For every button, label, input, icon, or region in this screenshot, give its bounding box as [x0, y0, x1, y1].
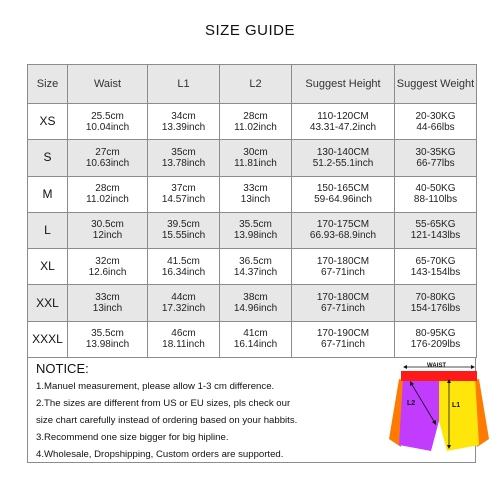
header-l2: L2: [220, 65, 292, 104]
waist-cell: [68, 249, 148, 285]
waist-primary-value: 33cm: [95, 292, 120, 304]
l2-secondary-value: 13.98inch: [233, 230, 278, 242]
waist-primary-value: 28cm: [95, 183, 120, 195]
weight-cell: [395, 176, 477, 212]
height-cell: [292, 321, 395, 357]
l2-secondary-value: 11.02inch: [234, 121, 277, 133]
table-row: [28, 285, 477, 321]
notice-line-5: 4.Wholesale, Dropshipping, Custom orders are supported.: [36, 449, 284, 460]
l1-cell: [148, 249, 220, 285]
l1-secondary-value: 17.32inch: [161, 303, 206, 315]
height-secondary-value: 66.93-68.9inch: [309, 230, 377, 242]
l1-primary-value: 46cm: [171, 328, 196, 340]
shorts-illustration: [385, 361, 493, 459]
page-title: SIZE GUIDE: [204, 22, 295, 39]
table-row: [28, 249, 477, 285]
l2-primary-value: 41cm: [243, 328, 268, 340]
weight-secondary-value: 44-66lbs: [416, 121, 455, 133]
l2-cell: [220, 249, 292, 285]
size-cell: M: [28, 176, 68, 212]
waist-secondary-value: 13.98inch: [85, 339, 130, 351]
waist-primary-value: 35.5cm: [91, 328, 124, 340]
header-suggest-height: Suggest Height: [292, 65, 395, 104]
height-secondary-value: 43.31-47.2inch: [309, 121, 377, 133]
l1-primary-value: 41.5cm: [167, 255, 200, 267]
shorts-diagram: [385, 361, 493, 459]
waist-secondary-value: 10.04inch: [85, 121, 130, 133]
table-header-row: [28, 65, 477, 104]
l1-cell: [148, 321, 220, 357]
l1-cell: [148, 140, 220, 176]
height-primary-value: 170-175CM: [316, 219, 370, 231]
header-suggest-weight: Suggest Weight: [395, 65, 477, 104]
height-secondary-value: 67-71inch: [321, 339, 365, 351]
weight-secondary-value: 88-110lbs: [413, 194, 458, 206]
waist-cell: [68, 212, 148, 248]
weight-secondary-value: 66-77lbs: [416, 157, 455, 169]
height-primary-value: 130-140CM: [316, 146, 370, 158]
waist-cell: [68, 104, 148, 140]
waist-label: WAIST: [427, 363, 446, 369]
l2-secondary-value: 14.37inch: [233, 266, 278, 278]
l1-secondary-value: 18.11inch: [162, 339, 205, 351]
header-waist: Waist: [68, 65, 148, 104]
l2-primary-value: 30cm: [243, 146, 268, 158]
l1-secondary-value: 14.57inch: [161, 194, 206, 206]
weight-primary-value: 55-65KG: [415, 219, 456, 231]
weight-primary-value: 65-70KG: [415, 255, 456, 267]
size-cell: XXL: [28, 285, 68, 321]
notice-title: NOTICE:: [36, 361, 89, 376]
waist-primary-value: 30.5cm: [91, 219, 124, 231]
height-cell: [292, 104, 395, 140]
l1-primary-value: 44cm: [171, 292, 196, 304]
l1-primary-value: 35cm: [171, 146, 196, 158]
l1-primary-value: 39.5cm: [167, 219, 200, 231]
table-row: [28, 104, 477, 140]
l1-secondary-value: 13.78inch: [161, 157, 206, 169]
l2-primary-value: 38cm: [243, 292, 268, 304]
size-cell: XS: [28, 104, 68, 140]
weight-primary-value: 30-35KG: [415, 146, 456, 158]
size-cell: L: [28, 212, 68, 248]
height-primary-value: 110-120CM: [317, 110, 369, 122]
size-cell: S: [28, 140, 68, 176]
notice-line-4: 3.Recommend one size bigger for big hipline.: [36, 432, 229, 443]
l2-secondary-value: 16.14inch: [233, 339, 278, 351]
waist-secondary-value: 12inch: [92, 230, 123, 242]
l2-primary-value: 33cm: [243, 183, 268, 195]
weight-secondary-value: 176-209lbs: [410, 339, 461, 351]
height-cell: [292, 249, 395, 285]
l2-cell: [220, 285, 292, 321]
height-cell: [292, 212, 395, 248]
l2-cell: [220, 321, 292, 357]
weight-cell: [395, 140, 477, 176]
l1-cell: [148, 212, 220, 248]
height-primary-value: 150-165CM: [316, 183, 370, 195]
l2-cell: [220, 176, 292, 212]
l1-secondary-value: 15.55inch: [161, 230, 206, 242]
notice-line-2: 2.The sizes are different from US or EU sizes, pls check our: [36, 398, 291, 409]
waist-primary-value: 25.5cm: [91, 110, 124, 122]
height-cell: [292, 176, 395, 212]
weight-primary-value: 70-80KG: [415, 292, 456, 304]
header-size: Size: [28, 65, 68, 104]
weight-primary-value: 80-95KG: [415, 328, 456, 340]
l2-cell: [220, 104, 292, 140]
l2-primary-value: 28cm: [243, 110, 268, 122]
l2-secondary-value: 11.81inch: [234, 157, 277, 169]
weight-cell: [395, 321, 477, 357]
height-cell: [292, 285, 395, 321]
l1-secondary-value: 13.39inch: [161, 121, 206, 133]
weight-secondary-value: 154-176lbs: [410, 303, 461, 315]
weight-cell: [395, 285, 477, 321]
waist-cell: [68, 321, 148, 357]
weight-cell: [395, 212, 477, 248]
table-row: [28, 176, 477, 212]
waist-secondary-value: 10.63inch: [85, 157, 130, 169]
header-l1: L1: [148, 65, 220, 104]
height-secondary-value: 67-71inch: [321, 266, 365, 278]
table-row: [28, 321, 477, 357]
weight-cell: [395, 249, 477, 285]
size-table: [27, 64, 477, 358]
l1-cell: [148, 104, 220, 140]
l1-cell: [148, 285, 220, 321]
weight-secondary-value: 121-143lbs: [410, 230, 461, 242]
waist-secondary-value: 13inch: [92, 303, 123, 315]
waist-secondary-value: 11.02inch: [86, 194, 129, 206]
weight-primary-value: 20-30KG: [415, 110, 456, 122]
l2-cell: [220, 212, 292, 248]
l2-label: L2: [407, 400, 416, 407]
waist-cell: [68, 140, 148, 176]
l2-secondary-value: 13inch: [240, 194, 271, 206]
l1-label: L1: [452, 402, 461, 409]
weight-primary-value: 40-50KG: [415, 183, 456, 195]
height-secondary-value: 59-64.96inch: [314, 194, 372, 206]
table-row: [28, 140, 477, 176]
weight-cell: [395, 104, 477, 140]
height-secondary-value: 67-71inch: [321, 303, 365, 315]
l2-cell: [220, 140, 292, 176]
height-secondary-value: 51.2-55.1inch: [312, 157, 374, 169]
size-cell: XXXL: [28, 321, 68, 357]
height-primary-value: 170-180CM: [316, 255, 370, 267]
l2-primary-value: 36.5cm: [239, 255, 272, 267]
l2-primary-value: 35.5cm: [239, 219, 272, 231]
waist-secondary-value: 12.6inch: [88, 266, 127, 278]
l2-secondary-value: 14.96inch: [233, 303, 278, 315]
waist-cell: [68, 176, 148, 212]
notice-line-3: size chart carefully instead of ordering based on your habbits.: [36, 415, 298, 426]
waist-primary-value: 27cm: [95, 146, 120, 158]
l1-cell: [148, 176, 220, 212]
waist-primary-value: 32cm: [95, 255, 120, 267]
l1-primary-value: 37cm: [171, 183, 196, 195]
notice-line-1: 1.Manuel measurement, please allow 1-3 cm difference.: [36, 381, 275, 392]
l1-primary-value: 34cm: [171, 110, 196, 122]
table-row: [28, 212, 477, 248]
waist-cell: [68, 285, 148, 321]
weight-secondary-value: 143-154lbs: [410, 266, 461, 278]
height-primary-value: 170-180CM: [316, 292, 370, 304]
height-cell: [292, 140, 395, 176]
size-cell: XL: [28, 249, 68, 285]
height-primary-value: 170-190CM: [316, 328, 370, 340]
notice-box: [27, 358, 476, 463]
l1-secondary-value: 16.34inch: [161, 266, 206, 278]
